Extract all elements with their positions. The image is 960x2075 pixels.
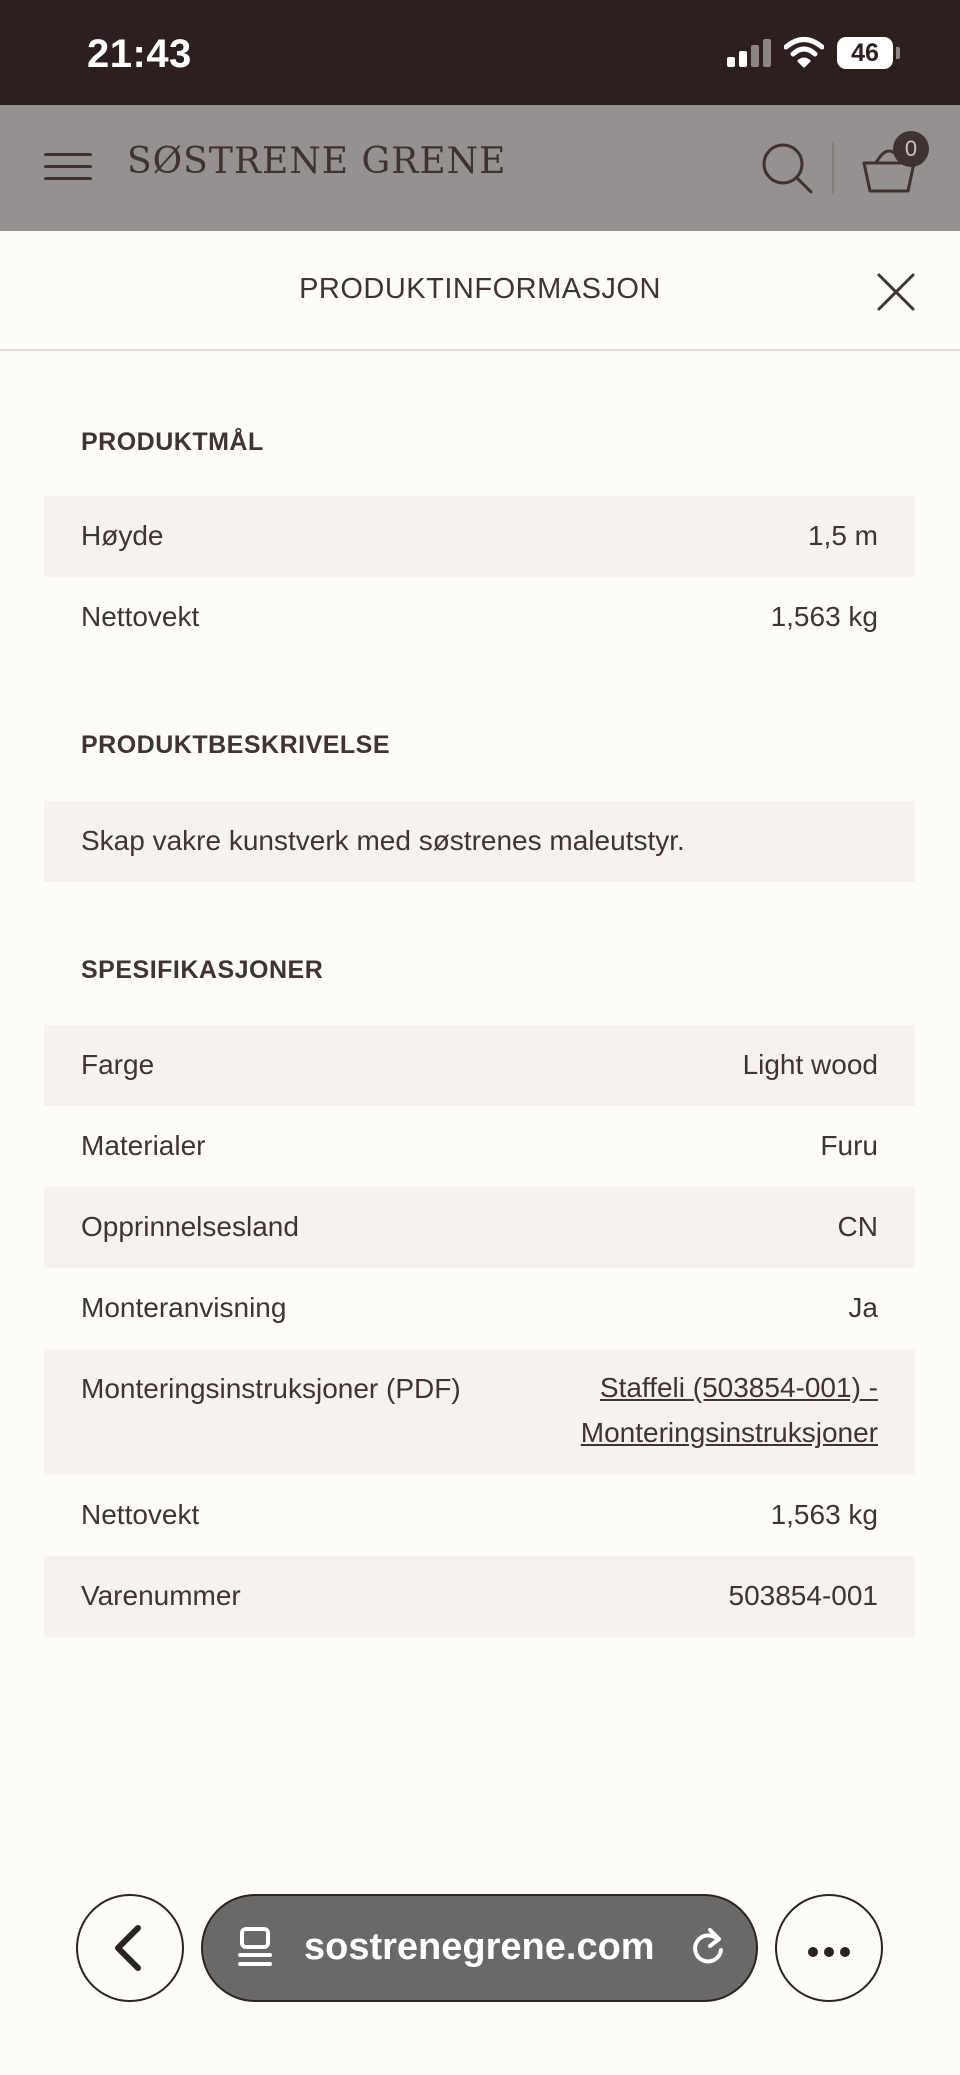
row-value: 1,563 kg (770, 1499, 878, 1530)
status-time: 21:43 (87, 32, 192, 76)
pdf-instructions-link[interactable] (581, 1365, 878, 1455)
table-row (44, 1349, 915, 1475)
panel-title: PRODUKTINFORMASJON (299, 273, 661, 305)
site-header (0, 105, 960, 231)
battery-tip (896, 47, 900, 59)
row-label: Varenummer (81, 1580, 241, 1611)
row-label: Opprinnelsesland (81, 1211, 299, 1242)
tabs-icon[interactable] (236, 1925, 276, 1969)
more-icon-dot (824, 1947, 834, 1957)
section-title-description: PRODUKTBESKRIVELSE (81, 731, 391, 759)
row-value: Light wood (742, 1049, 878, 1080)
product-info-panel (0, 231, 960, 2075)
row-label: Nettovekt (81, 601, 200, 632)
table-row (44, 496, 915, 577)
url-text[interactable]: sostrenegrene.com (304, 1926, 655, 1968)
panel-header (0, 231, 960, 351)
row-value: 1,5 m (807, 520, 878, 551)
row-label: Materialer (81, 1130, 206, 1161)
link-line-1[interactable]: Staffeli (503854-001) - (599, 1372, 878, 1403)
table-row (44, 1268, 915, 1349)
search-icon[interactable] (761, 142, 813, 194)
row-label: Nettovekt (81, 1499, 200, 1530)
brand-logo[interactable]: SØSTRENE GRENE (127, 141, 507, 182)
row-value: CN (837, 1211, 878, 1242)
close-icon[interactable] (873, 269, 919, 315)
description-row (44, 801, 915, 882)
table-row (44, 1025, 915, 1106)
section-title-specifications: SPESIFIKASJONER (81, 956, 324, 984)
back-button[interactable] (76, 1894, 184, 2002)
row-label: Høyde (81, 520, 164, 551)
link-line-2[interactable]: Monteringsinstruksjoner (580, 1417, 878, 1448)
description-text: Skap vakre kunstverk med søstrenes maleutstyr. (81, 825, 685, 856)
header-divider (832, 141, 834, 195)
more-icon-dot (840, 1947, 850, 1957)
menu-icon[interactable] (44, 149, 92, 185)
row-label: Monteranvisning (81, 1292, 287, 1323)
battery-icon: 46 (837, 37, 893, 69)
status-bar (0, 0, 960, 105)
signal-icon (727, 39, 771, 67)
section-title-dimensions: PRODUKTMÅL (81, 428, 264, 456)
table-row (44, 1475, 915, 1556)
table-row (44, 1106, 915, 1187)
more-button[interactable] (775, 1894, 883, 2002)
row-label: Monteringsinstruksjoner (PDF) (81, 1373, 461, 1404)
table-row (44, 577, 915, 658)
row-value: Ja (848, 1292, 878, 1323)
row-label: Farge (81, 1049, 155, 1080)
row-value: 1,563 kg (770, 601, 878, 632)
more-icon (808, 1947, 818, 1957)
reload-icon[interactable] (688, 1924, 728, 1968)
cart-count-badge[interactable]: 0 (893, 131, 929, 167)
row-value: 503854-001 (728, 1580, 878, 1611)
back-arrow-icon (76, 1894, 184, 2002)
table-row (44, 1556, 915, 1637)
table-row (44, 1187, 915, 1268)
row-value: Furu (820, 1130, 878, 1161)
wifi-icon (784, 36, 824, 68)
